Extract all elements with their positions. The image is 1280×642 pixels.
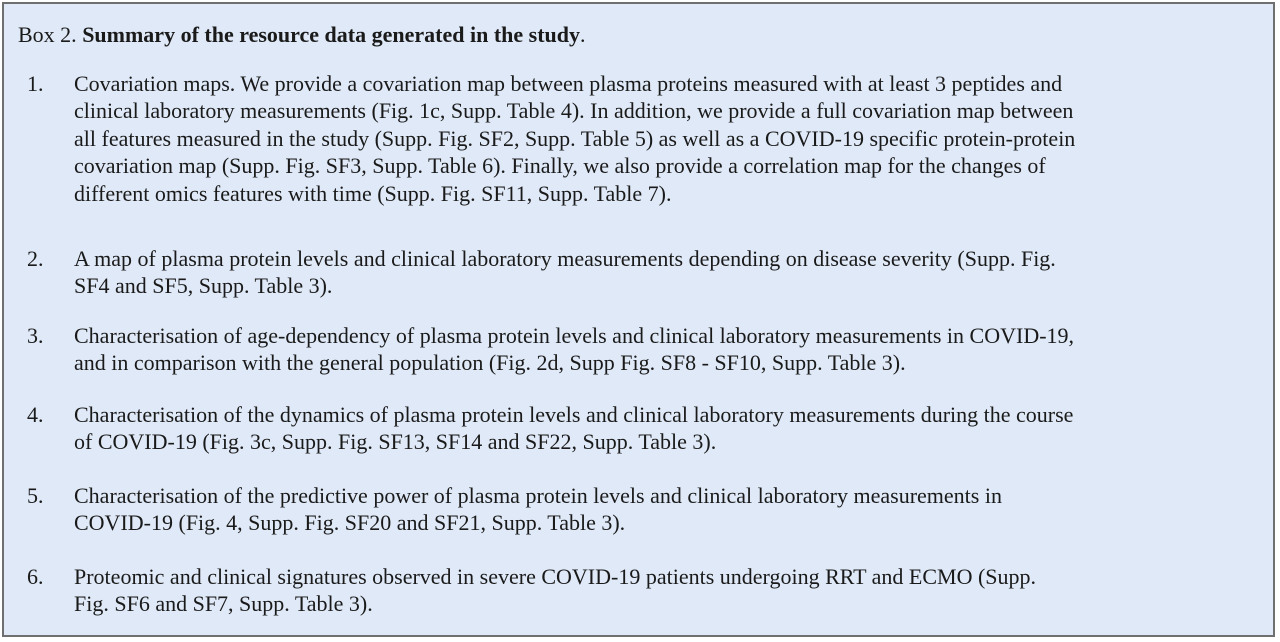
box-heading-end: . — [580, 22, 586, 47]
item-number: 1. — [27, 71, 44, 96]
item-text — [74, 322, 1269, 377]
item-line: of COVID-19 (Fig. 3c, Supp. Fig. SF13, SF14 and SF22, Supp. Table 3). — [74, 429, 717, 455]
item-text — [74, 70, 1269, 207]
item-line: Fig. SF6 and SF7, Supp. Table 3). — [74, 591, 373, 617]
item-number: 5. — [27, 483, 44, 508]
item-number: 6. — [27, 564, 44, 589]
box-label: Box 2. — [18, 22, 77, 47]
item-line: A map of plasma protein levels and clinical laboratory measurements depending on disease severity (Supp. Fig. — [74, 246, 1056, 271]
item-number: 4. — [27, 402, 44, 427]
summary-box — [2, 2, 1275, 637]
item-text — [74, 245, 1269, 300]
item-line: clinical laboratory measurements (Fig. 1c, Supp. Table 4). In addition, we provide a full covariation map between — [74, 98, 1074, 124]
item-line: SF4 and SF5, Supp. Table 3). — [74, 273, 333, 299]
item-text — [74, 482, 1269, 537]
item-line: Characterisation of age-dependency of plasma protein levels and clinical laboratory measurements in COVID-19, — [74, 323, 1075, 348]
item-number: 3. — [27, 323, 44, 348]
item-text — [74, 563, 1269, 618]
item-line: Proteomic and clinical signatures observed in severe COVID-19 patients undergoing RRT and ECMO (Supp. — [74, 564, 1037, 589]
item-line: different omics features with time (Supp. Fig. SF11, Supp. Table 7). — [74, 180, 672, 206]
item-line: COVID-19 (Fig. 4, Supp. Fig. SF20 and SF21, Supp. Table 3). — [74, 510, 626, 536]
box-heading: Summary of the resource data generated in the study — [82, 22, 581, 47]
item-line: and in comparison with the general population (Fig. 2d, Supp Fig. SF8 - SF10, Supp. Table 3). — [74, 350, 906, 376]
item-line: all features measured in the study (Supp. Fig. SF2, Supp. Table 5) as well as a COVID-19 specific protein-protein — [74, 125, 1076, 151]
box-title — [18, 21, 586, 49]
item-line: covariation map (Supp. Fig. SF3, Supp. Table 6). Finally, we also provide a correlation map for the changes of — [74, 153, 1046, 179]
item-number: 2. — [27, 246, 44, 271]
item-line: Covariation maps. We provide a covariation map between plasma proteins measured with at least 3 peptides and — [74, 71, 1063, 96]
item-line: Characterisation of the predictive power of plasma protein levels and clinical laboratory measurements in — [74, 483, 1002, 508]
item-line: Characterisation of the dynamics of plasma protein levels and clinical laboratory measurements during the course — [74, 402, 1074, 427]
item-text — [74, 401, 1269, 456]
